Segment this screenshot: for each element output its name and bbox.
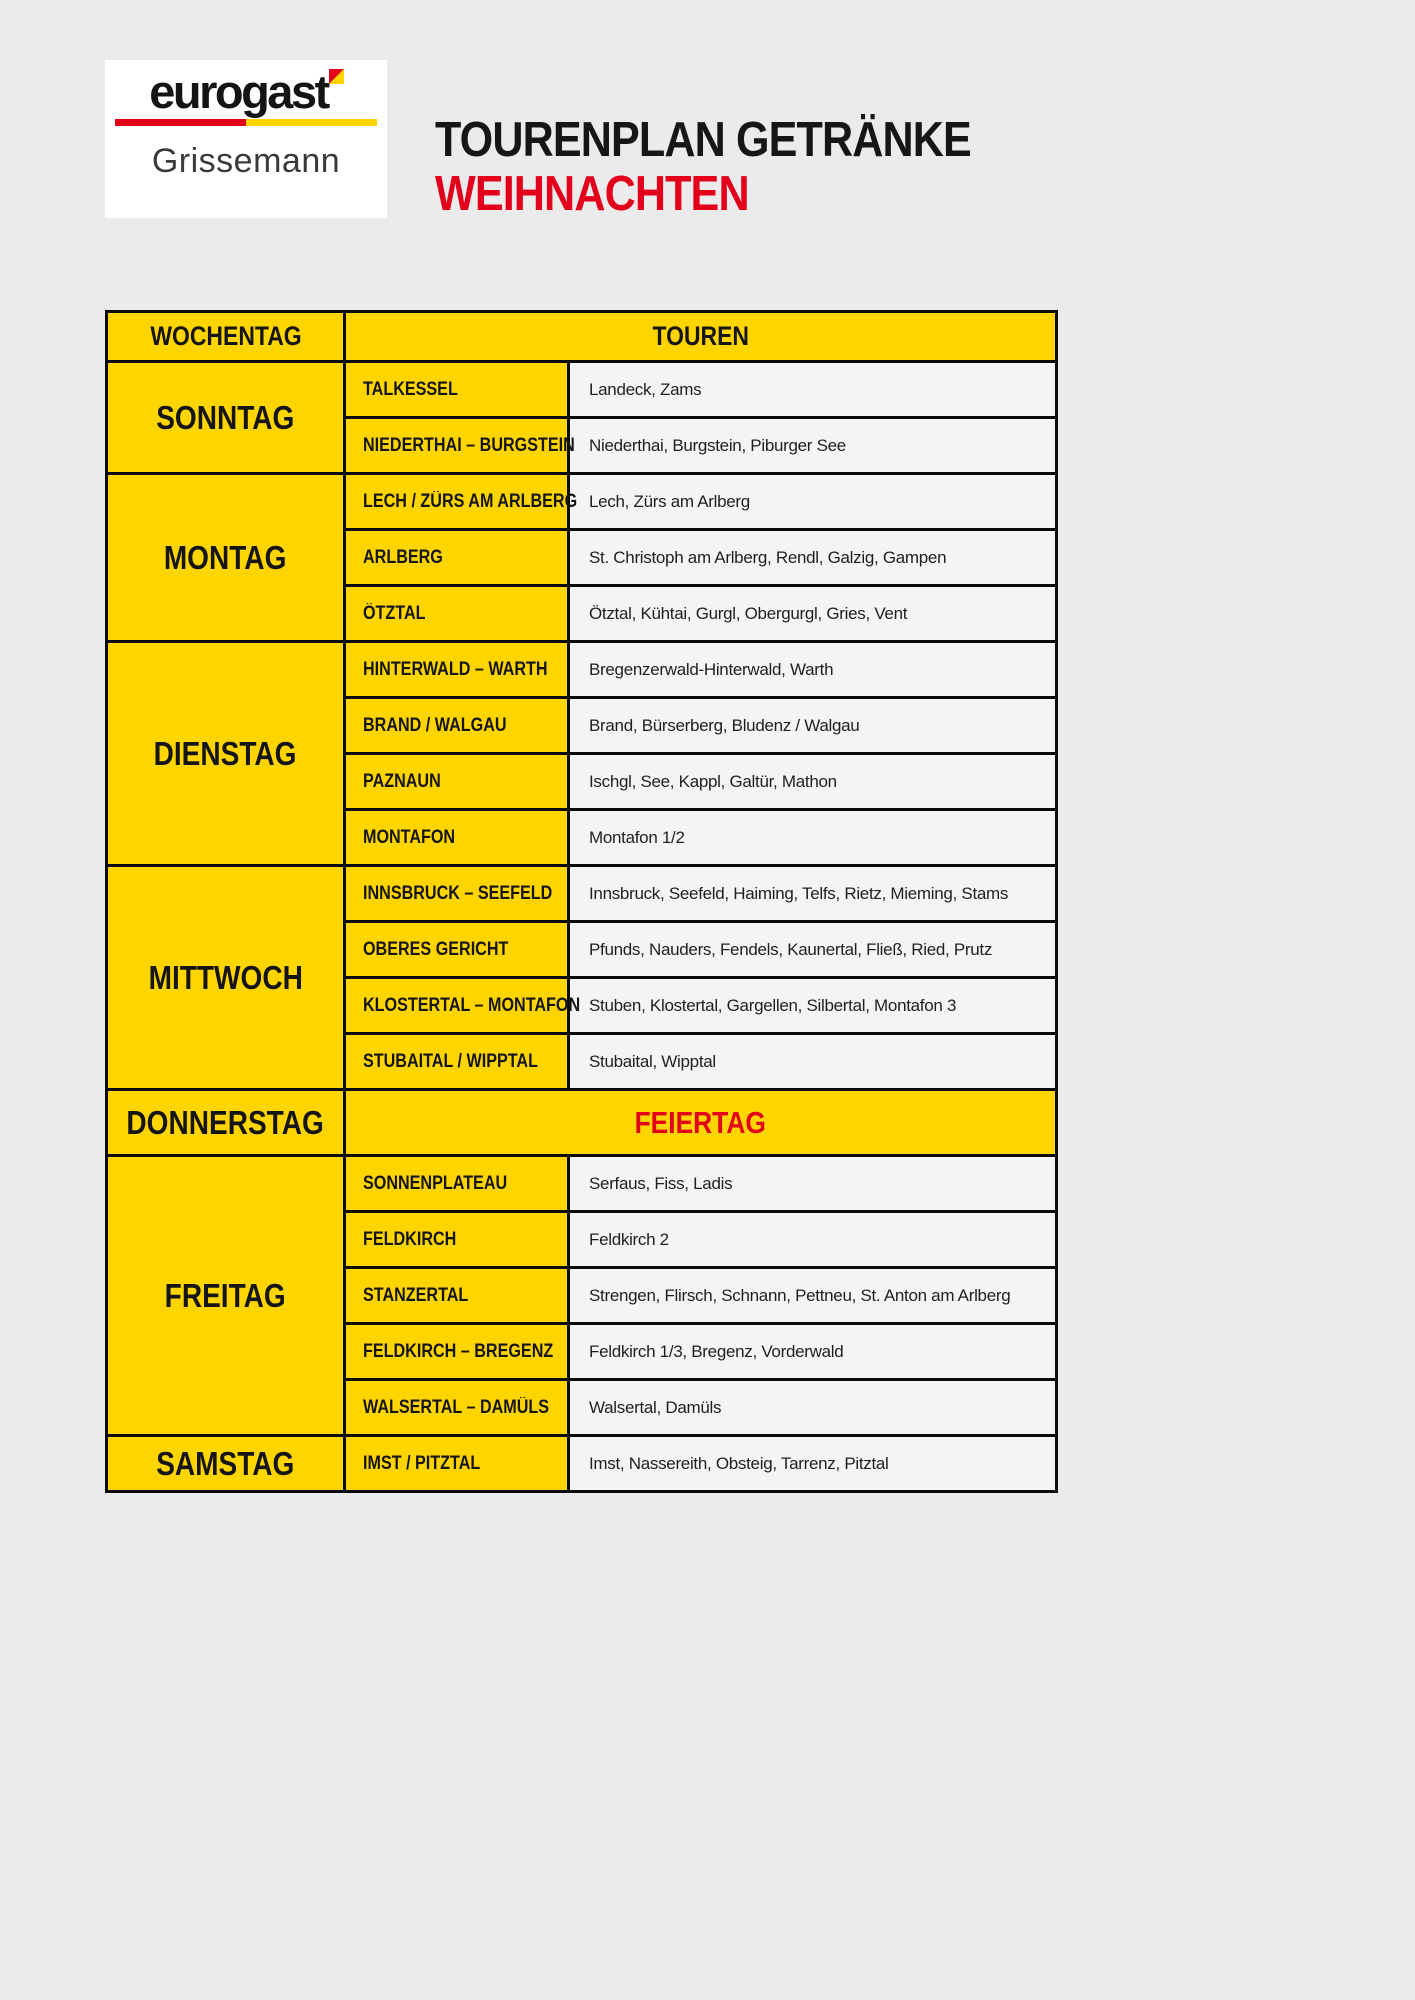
tour-row xyxy=(107,866,1057,922)
tour-name-cell xyxy=(345,810,569,866)
tour-stops-text: Niederthai, Burgstein, Piburger See xyxy=(589,435,846,455)
tour-name-label: MONTAFON xyxy=(363,826,456,848)
tour-name-label: STUBAITAL / WIPPTAL xyxy=(363,1050,538,1072)
logo-divider-red xyxy=(115,119,246,126)
tour-stops-text: Stuben, Klostertal, Gargellen, Silbertal, Montafon 3 xyxy=(589,995,957,1015)
holiday-cell xyxy=(345,1090,1057,1156)
tour-stops-text: Ischgl, See, Kappl, Galtür, Mathon xyxy=(589,771,837,791)
tour-stops-cell xyxy=(569,530,1057,586)
tour-row xyxy=(107,474,1057,530)
day-label: SAMSTAG xyxy=(156,1444,295,1482)
day-label: MITTWOCH xyxy=(148,958,303,996)
day-cell xyxy=(107,866,345,1090)
eurogast-logo-text: eurogast xyxy=(149,65,328,118)
tour-stops-text: Stubaital, Wipptal xyxy=(589,1051,716,1071)
tour-stops-text: Lech, Zürs am Arlberg xyxy=(589,491,750,511)
tour-name-label: SONNENPLATEAU xyxy=(363,1172,508,1194)
tour-name-cell xyxy=(345,1380,569,1436)
tour-stops-text: St. Christoph am Arlberg, Rendl, Galzig, Gampen xyxy=(589,547,947,567)
tour-row xyxy=(107,1436,1057,1492)
holiday-row xyxy=(107,1090,1057,1156)
tour-stops-cell xyxy=(569,978,1057,1034)
tour-name-label: NIEDERTHAI – BURGSTEIN xyxy=(363,434,575,456)
tour-stops-cell xyxy=(569,1436,1057,1492)
day-label: MONTAG xyxy=(164,538,287,576)
header-touren xyxy=(345,312,1057,362)
day-cell xyxy=(107,1090,345,1156)
tour-stops-cell xyxy=(569,698,1057,754)
tour-name-label: STANZERTAL xyxy=(363,1284,469,1306)
tour-name-label: BRAND / WALGAU xyxy=(363,714,507,736)
tour-stops-text: Strengen, Flirsch, Schnann, Pettneu, St. Anton am Arlberg xyxy=(589,1285,1011,1305)
tour-stops-cell xyxy=(569,418,1057,474)
day-label: DONNERSTAG xyxy=(126,1103,325,1141)
tour-row xyxy=(107,362,1057,418)
tour-name-label: OBERES GERICHT xyxy=(363,938,509,960)
tour-stops-cell xyxy=(569,810,1057,866)
day-cell xyxy=(107,1436,345,1492)
tourplan-table xyxy=(105,310,1058,1493)
tour-name-cell xyxy=(345,1156,569,1212)
tour-name-label: ARLBERG xyxy=(363,546,443,568)
tour-stops-cell xyxy=(569,1156,1057,1212)
tour-stops-cell xyxy=(569,1034,1057,1090)
tour-table-body xyxy=(107,362,1057,1492)
tour-name-cell xyxy=(345,922,569,978)
tour-stops-text: Landeck, Zams xyxy=(589,379,702,399)
header-touren-label: TOUREN xyxy=(652,321,749,351)
tour-stops-cell xyxy=(569,642,1057,698)
tour-name-label: ÖTZTAL xyxy=(363,602,426,624)
tour-name-cell xyxy=(345,474,578,530)
tour-name-cell xyxy=(345,530,569,586)
tour-name-cell xyxy=(345,1324,569,1380)
page-title-block xyxy=(435,114,1044,222)
day-label: SONNTAG xyxy=(156,398,295,436)
tour-name-label: IMST / PITZTAL xyxy=(363,1452,481,1474)
tour-row xyxy=(107,642,1057,698)
tour-name-label: PAZNAUN xyxy=(363,770,441,792)
tour-name-label: FELDKIRCH xyxy=(363,1228,457,1250)
tour-stops-cell xyxy=(569,1268,1057,1324)
tour-stops-text: Ötztal, Kühtai, Gurgl, Obergurgl, Gries, Vent xyxy=(589,603,908,623)
tour-stops-cell xyxy=(569,586,1057,642)
tour-stops-cell xyxy=(569,866,1057,922)
tour-stops-cell xyxy=(569,1212,1057,1268)
tour-name-cell xyxy=(345,418,575,474)
tour-name-cell xyxy=(345,698,569,754)
logo-divider-yellow xyxy=(246,119,377,126)
tour-name-label: WALSERTAL – DAMÜLS xyxy=(363,1396,550,1418)
tour-name-cell xyxy=(345,362,569,418)
eurogast-wordmark xyxy=(149,65,343,118)
tour-row xyxy=(107,1156,1057,1212)
table-header-row xyxy=(107,312,1057,362)
page-subtitle: WEIHNACHTEN xyxy=(435,166,749,221)
tour-name-label: INNSBRUCK – SEEFELD xyxy=(363,882,553,904)
tour-name-cell xyxy=(345,1268,569,1324)
tour-stops-cell xyxy=(569,474,1057,530)
day-label: FREITAG xyxy=(164,1276,287,1314)
tour-stops-text: Pfunds, Nauders, Fendels, Kaunertal, Fließ, Ried, Prutz xyxy=(589,939,993,959)
tour-stops-text: Walsertal, Damüls xyxy=(589,1397,722,1417)
tour-stops-cell xyxy=(569,362,1057,418)
tour-stops-text: Brand, Bürserberg, Bludenz / Walgau xyxy=(589,715,860,735)
holiday-label: FEIERTAG xyxy=(634,1104,767,1140)
tour-stops-cell xyxy=(569,1324,1057,1380)
tour-stops-text: Serfaus, Fiss, Ladis xyxy=(589,1173,733,1193)
day-cell xyxy=(107,474,345,642)
day-cell xyxy=(107,642,345,866)
tour-stops-cell xyxy=(569,754,1057,810)
page-title: TOURENPLAN GETRÄNKE xyxy=(435,113,971,167)
logo-flag-icon xyxy=(329,44,344,59)
day-cell xyxy=(107,362,345,474)
tour-name-cell xyxy=(345,978,581,1034)
tour-name-cell xyxy=(345,586,569,642)
tour-name-cell xyxy=(345,1034,569,1090)
header-wochentag xyxy=(107,312,345,362)
tour-name-label: LECH / ZÜRS AM ARLBERG xyxy=(363,490,578,512)
tour-name-cell xyxy=(345,866,569,922)
tour-name-label: FELDKIRCH – BREGENZ xyxy=(363,1340,554,1362)
day-label: DIENSTAG xyxy=(154,734,297,772)
tour-stops-text: Innsbruck, Seefeld, Haiming, Telfs, Rietz, Mieming, Stams xyxy=(589,883,1009,903)
tour-stops-cell xyxy=(569,922,1057,978)
tour-name-cell xyxy=(345,642,569,698)
tour-stops-cell xyxy=(569,1380,1057,1436)
tour-name-label: KLOSTERTAL – MONTAFON xyxy=(363,994,581,1016)
tour-name-cell xyxy=(345,1212,569,1268)
tour-stops-text: Bregenzerwald-Hinterwald, Warth xyxy=(589,659,834,679)
tour-stops-text: Imst, Nassereith, Obsteig, Tarrenz, Pitztal xyxy=(589,1453,889,1473)
tour-name-label: HINTERWALD – WARTH xyxy=(363,658,548,680)
tour-name-cell xyxy=(345,754,569,810)
tour-stops-text: Feldkirch 2 xyxy=(589,1229,669,1249)
header-wochentag-label: WOCHENTAG xyxy=(149,321,302,351)
tour-name-cell xyxy=(345,1436,569,1492)
brand-grissemann: Grissemann xyxy=(151,142,341,180)
eurogast-logo xyxy=(105,60,387,218)
logo-divider xyxy=(115,119,377,126)
tour-stops-text: Montafon 1/2 xyxy=(589,827,685,847)
day-cell xyxy=(107,1156,345,1436)
tour-stops-text: Feldkirch 1/3, Bregenz, Vorderwald xyxy=(589,1341,844,1361)
tour-name-label: TALKESSEL xyxy=(363,378,458,400)
